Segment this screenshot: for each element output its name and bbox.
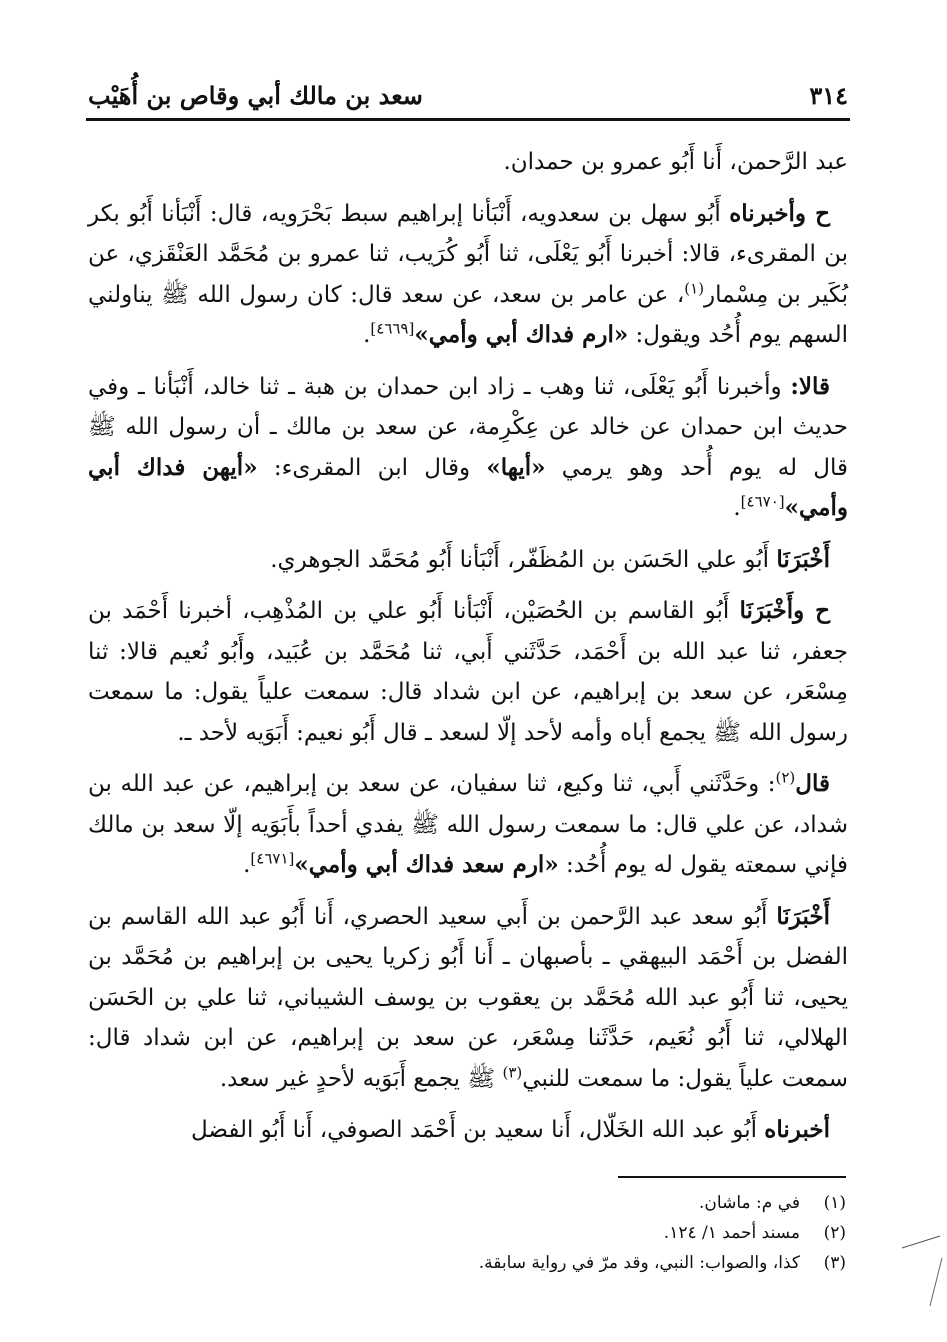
hadith-number: [٤٦٦٩]	[370, 319, 415, 338]
paragraph-3	[88, 367, 848, 529]
paragraph-lead: أخبرناه	[764, 1116, 830, 1143]
footnote-text: كذا، والصواب: النبي، وقد مرّ في رواية سابقة.	[478, 1253, 800, 1273]
hadith-number: [٤٦٧٠]	[740, 492, 785, 511]
footnote-text: في م: ماشان.	[699, 1193, 800, 1213]
paragraph-text-cont: وقال ابن المقرىء:	[257, 454, 487, 481]
paragraph-end: .	[243, 852, 251, 878]
footnotes	[300, 1188, 846, 1278]
paragraph-text: وأخبرنا أَبُو يَعْلَى، ثنا وهب ـ زاد ابن حمدان بن هبة ـ ثنا خالد، أَنْبَأنا ـ وفي حديث ابن حمدان عن خالد عن عِكْرِمة، عن سعد بن مالك ـ أن رسول الله ﷺ قال له يوم أُحد وهو يرمي	[88, 373, 849, 481]
paragraph-7	[88, 897, 848, 1100]
hadith-quote: «ارم سعد فداك أبي وأمي»	[294, 851, 559, 878]
margin-pen-mark	[900, 1218, 944, 1308]
footnote-text: مسند أحمد ١/ ١٢٤.	[663, 1223, 800, 1243]
paragraph-text-cont: ، عن عامر بن سعد، عن سعد قال: كان رسول الله ﷺ يناولني السهم يوم أُحُد ويقول:	[88, 281, 848, 348]
hadith-quote: «أيها»	[486, 453, 546, 481]
page-number: ٣١٤	[809, 80, 848, 110]
footnote-ref: (٢)	[775, 768, 796, 787]
paragraph-lead: أَخْبَرَنَا	[776, 545, 830, 573]
paragraph-lead: أَخْبَرَنَا	[776, 902, 830, 930]
paragraph-8	[88, 1110, 848, 1151]
hadith-quote-2: «أيهن فداك أبي وأمي»	[88, 453, 848, 521]
footnote-number: (٣)	[823, 1253, 846, 1273]
paragraph-text: عبد الرَّحمن، أَنا أَبُو عمرو بن حمدان.	[503, 149, 848, 175]
paragraph-2	[88, 194, 848, 356]
footnote-number: (٢)	[823, 1223, 846, 1243]
paragraph-5	[88, 591, 848, 753]
footnote-rule	[618, 1176, 846, 1178]
paragraph-lead: قال	[795, 770, 830, 797]
main-text	[88, 142, 848, 1162]
hadith-quote: «ارم فداك أبي وأمي»	[414, 321, 629, 348]
footnote-number: (١)	[823, 1193, 846, 1213]
page-header	[88, 72, 848, 118]
running-title: سعد بن مالك أبي وقاص بن أُهَيْب	[88, 80, 423, 110]
paragraph-end: .	[363, 322, 371, 348]
paragraph-4	[88, 540, 848, 581]
paragraph-text: أَبُو عبد الله الخَلّال، أَنا سعيد بن أَحْمَد الصوفي، أَنا أَبُو الفضل	[190, 1117, 765, 1143]
paragraph-lead: قالا:	[790, 372, 830, 400]
paragraph-text: أَبُو سعد عبد الرَّحمن بن أَبي سعيد الحصري، أَنا أَبُو عبد الله القاسم بن الفضل بن أَحْمَد البيهقي ـ بأصبهان ـ أَنا أَبُو زكريا يحيى بن إبراهيم بن مُحَمَّد بن يحيى، ثنا أَبُو عبد الله مُحَمَّد بن يعقوب بن يوسف الشيباني، ثنا علي بن الحَسَن الهلالي، ثنا أَبُو نُعَيم، حَدَّثَنا مِسْعَر، عن سعد بن إبراهيم، عن ابن شداد قال: سمعت علياً يقول: ما سمعت للنبي	[88, 903, 848, 1092]
header-rule	[86, 118, 850, 121]
paragraph-6	[88, 764, 848, 886]
paragraph-text: : وحَدَّثَني أَبي، ثنا وكيع، ثنا سفيان، عن سعد بن إبراهيم، عن عبد الله بن شداد، عن علي قال: ما سمعت رسول الله ﷺ يفدي أحداً بأَبَوَيه إلّا سعد بن مالك فإني سمعته يقول له يوم أُحُد:	[88, 771, 848, 878]
paragraph-text: أَبُو القاسم بن الحُصَيْن، أَنْبَأنا أَبُو علي بن المُذْهِب، أخبرنا أَحْمَد بن جعفر، ثنا عبد الله بن أَحْمَد، حَدَّثَني أَبي، ثنا مُحَمَّد بن عُبَيد، وأَبُو نُعيم قالا: ثنا مِسْعَر، عن سعد بن إبراهيم، عن ابن شداد قال: سمعت علياً يقول: ما سمعت رسول الله ﷺ يجمع أباه وأمه لأحد إلّا لسعد ـ قال أَبُو نعيم: أَبَوَيه لأحد ـ.	[88, 598, 848, 746]
paragraph-end: .	[733, 495, 741, 521]
footnote-item	[300, 1218, 846, 1248]
hadith-number: [٤٦٧١]	[250, 849, 295, 868]
paragraph-text-cont: ﷺ يجمع أَبَوَيه لأحدٍ غير سعد.	[219, 1065, 503, 1092]
paragraph-text: أَبُو علي الحَسَن بن المُظَفّر، أَنْبَأنا أَبُو مُحَمَّد الجوهري.	[270, 546, 777, 573]
footnote-item	[300, 1248, 846, 1278]
footnote-item	[300, 1188, 846, 1218]
paragraph-text: أَبُو سهل بن سعدويه، أَنْبَأنا إبراهيم سبط بَحْرَويه، قال: أَنْبَأنا أَبُو بكر بن المقرىء، قالا: أخبرنا أَبُو يَعْلَى، ثنا أَبُو كُرَيب، ثنا عمرو بن مُحَمَّد العَنْقَزي، عن بُكَير بن مِسْمار	[88, 200, 849, 308]
paragraph-lead: ح وأَخْبَرَنَا	[739, 597, 830, 624]
footnote-ref: (٣)	[502, 1062, 523, 1081]
paragraph-1	[88, 142, 848, 183]
paragraph-lead: ح وأخبرناه	[729, 199, 830, 227]
footnote-ref: (١)	[684, 278, 705, 297]
